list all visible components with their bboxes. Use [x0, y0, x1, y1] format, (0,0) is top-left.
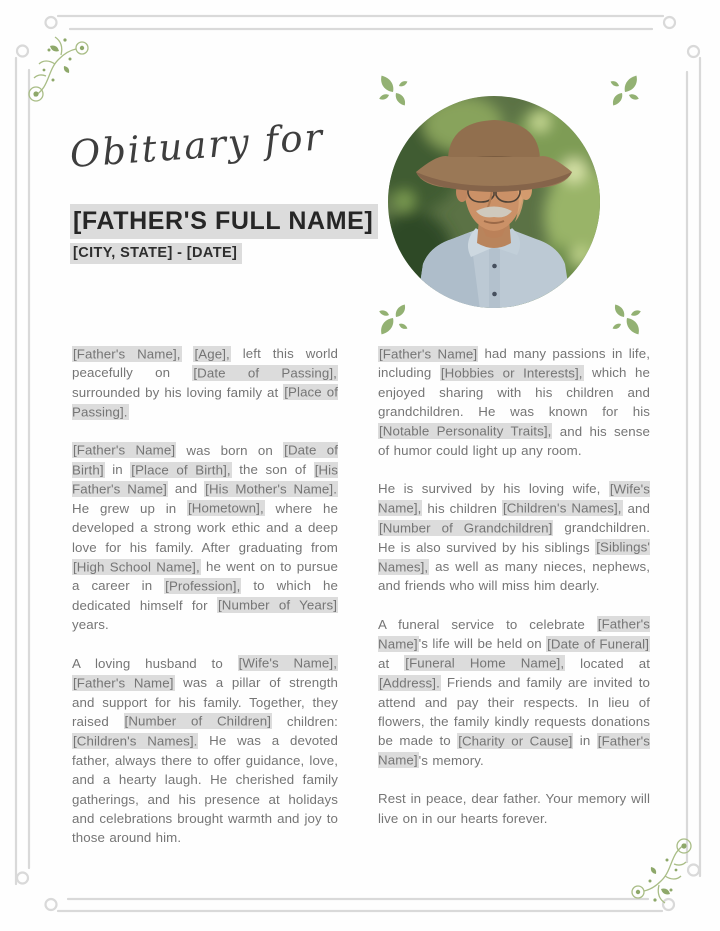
- father-full-name-heading: [FATHER'S FULL NAME]: [70, 204, 378, 239]
- placeholder-token: [Notable Personality Traits],: [379, 423, 552, 439]
- placeholder-token: [Father's Name]: [378, 733, 650, 768]
- placeholder-token: [Address].: [379, 675, 440, 691]
- obituary-paragraph: [378, 615, 650, 770]
- placeholder-token: [Father's Name]: [73, 442, 176, 458]
- placeholder-token: [Hobbies or Interests],: [440, 365, 583, 381]
- text-run: which he enjoyed sharing with his children and grandchildren. He was known for his: [378, 365, 650, 420]
- placeholder-token: [High School Name],: [73, 559, 200, 575]
- obituary-paragraph: [378, 479, 650, 595]
- text-run: He was a devoted father, always there to offer guidance, love, and a hearty laugh. He cherished family gatherings, and his presence at holidays and celebrations brought warmth and joy to those around him.: [72, 733, 338, 846]
- text-run: his children: [422, 500, 502, 516]
- text-run: was a pillar of strength and support for his family. Together, they raised: [72, 675, 339, 729]
- text-run: left this world peacefully on: [72, 346, 339, 381]
- portrait-photo: [388, 96, 600, 308]
- placeholder-token: [Children's Names],: [502, 500, 622, 516]
- obituary-paragraph: [378, 344, 650, 460]
- floral-flourish-icon: [20, 28, 102, 110]
- placeholder-token: [Charity or Cause]: [458, 733, 573, 749]
- placeholder-token: [Number of Grandchildren]: [379, 520, 553, 536]
- leaf-sprig-icon: [608, 70, 644, 106]
- placeholder-token: [Father's Name]: [378, 616, 650, 652]
- placeholder-token: [Number of Years]: [217, 597, 337, 613]
- text-run: at: [378, 655, 405, 671]
- obituary-column-left: [72, 344, 338, 867]
- text-run: he went on to pursue a career in: [72, 559, 338, 594]
- text-run: and: [167, 481, 205, 497]
- leaf-sprig-icon: [374, 304, 410, 340]
- obituary-paragraph: [72, 441, 338, 635]
- city-state-date-subtitle: [CITY, STATE] - [DATE]: [70, 243, 242, 264]
- text-run: grandchildren. He is also survived by his siblings: [378, 520, 650, 555]
- text-run: surrounded by his loving family at: [72, 384, 284, 400]
- leaf-sprig-icon: [610, 304, 646, 340]
- placeholder-token: [Number of Children]: [124, 713, 272, 729]
- placeholder-token: [Children's Names].: [73, 733, 198, 749]
- text-run: located at: [565, 655, 650, 671]
- obituary-script-title: Obituary for: [68, 115, 326, 176]
- text-run: A funeral service to celebrate: [378, 616, 597, 632]
- text-run: and: [622, 500, 650, 516]
- placeholder-token: [Place of Passing].: [72, 384, 339, 420]
- placeholder-token: [Wife's Name],: [378, 481, 650, 516]
- text-run: had many passions in life, including: [378, 346, 650, 381]
- placeholder-token: [Place of Birth],: [131, 462, 231, 478]
- placeholder-token: [Date of Funeral]: [547, 636, 649, 652]
- text-run: in: [573, 733, 597, 749]
- placeholder-token: [Siblings' Names],: [378, 539, 650, 575]
- obituary-paragraph: [72, 344, 338, 422]
- text-run: was born on: [176, 442, 284, 458]
- text-run: A loving husband to: [72, 655, 238, 671]
- text-run: 's memory.: [418, 752, 484, 768]
- placeholder-token: [Father's Name]: [379, 346, 478, 361]
- text-run: in: [104, 462, 131, 478]
- obituary-column-right: [378, 344, 650, 867]
- placeholder-token: [Profession],: [165, 578, 241, 594]
- text-run: He grew up in: [72, 500, 188, 516]
- text-run: to which he dedicated himself for: [72, 578, 338, 613]
- text-run: Rest in peace, dear father. Your memory will live on in our hearts forever.: [378, 791, 650, 826]
- text-run: the son of: [231, 462, 314, 478]
- placeholder-token: [Father's Name]: [73, 675, 174, 691]
- placeholder-token: [Father's Name],: [73, 346, 181, 361]
- placeholder-token: [His Father's Name]: [72, 462, 338, 497]
- placeholder-token: [Date of Passing],: [193, 365, 337, 381]
- placeholder-token: [Hometown],: [188, 500, 264, 516]
- text-run: He is survived by his loving wife,: [378, 481, 609, 497]
- text-run: children:: [272, 713, 338, 729]
- text-run: 's life will be held on: [418, 636, 547, 652]
- placeholder-token: [Funeral Home Name],: [405, 655, 565, 671]
- placeholder-token: [Date of Birth]: [72, 442, 338, 478]
- text-run: as well as many nieces, nephews, and friends who will miss him dearly.: [378, 559, 650, 594]
- placeholder-token: [His Mother's Name].: [205, 481, 338, 497]
- text-run: [182, 346, 194, 361]
- obituary-paragraph: [378, 789, 650, 828]
- obituary-paragraph: [72, 654, 338, 848]
- placeholder-token: [Wife's Name],: [238, 655, 337, 671]
- obituary-body: [72, 344, 650, 867]
- text-run: where he developed a strong work ethic and a deep love for his family. After graduating from: [72, 500, 338, 555]
- text-run: years.: [72, 617, 109, 633]
- text-run: and his sense of humor could light up any room.: [378, 423, 650, 459]
- text-run: Friends and family are invited to attend and pay their respects. In lieu of flowers, the family kindly requests donations be made to: [378, 675, 650, 749]
- placeholder-token: [Age],: [194, 346, 230, 361]
